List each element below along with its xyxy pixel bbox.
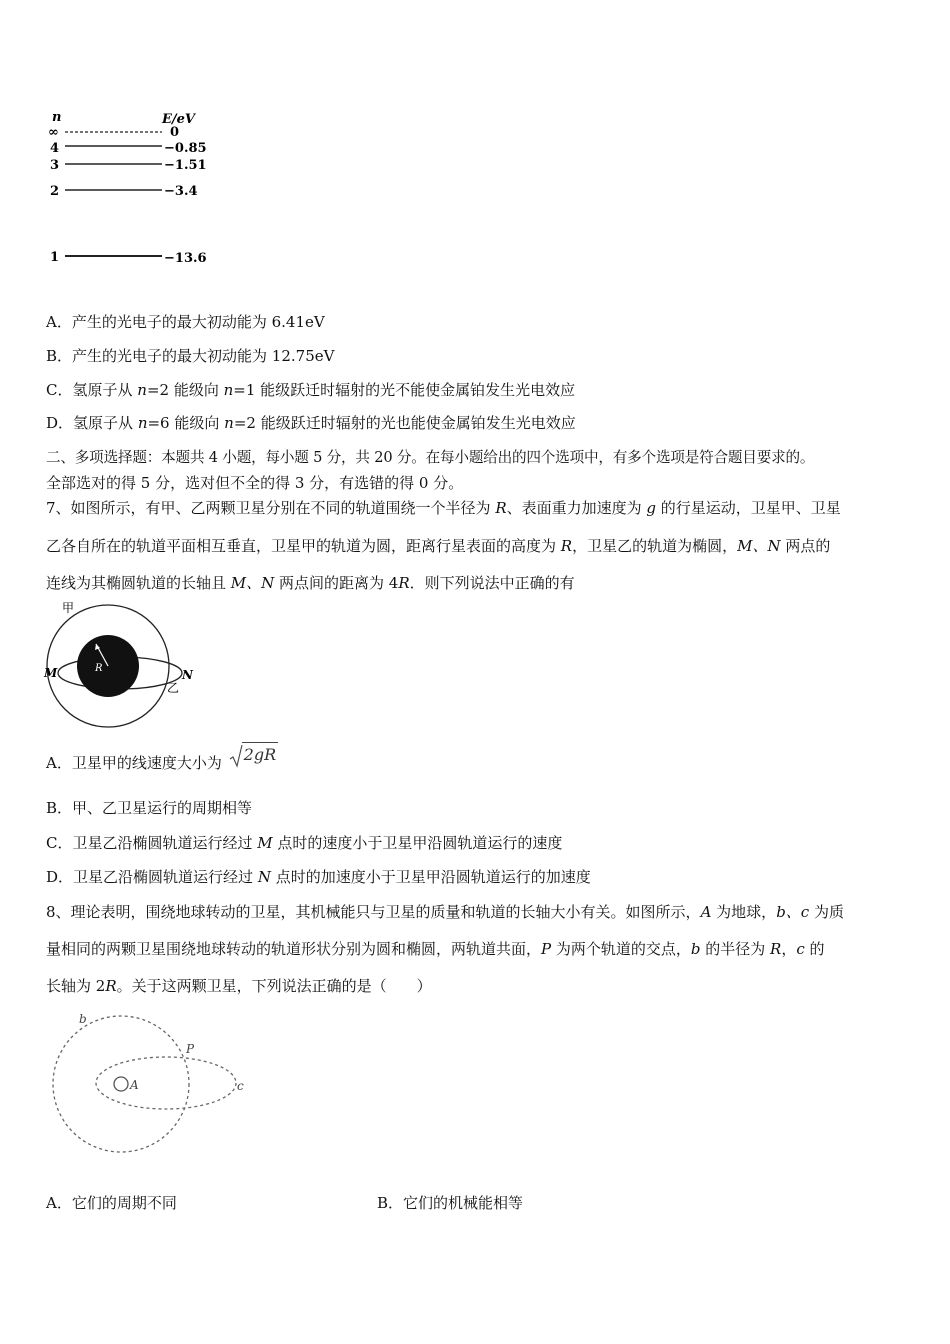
option-text: 卫星乙沿椭圆轨道运行经过: [72, 834, 258, 852]
label-c: c: [237, 1079, 244, 1093]
var-n: n: [137, 381, 147, 399]
energy-level-3: [50, 158, 207, 173]
option-letter: D．: [46, 868, 74, 886]
q7-option-c: [46, 833, 562, 853]
option-letter: C．: [46, 381, 73, 399]
var-r: R: [105, 977, 117, 995]
stem-text: 8、理论表明，围绕地球转动的卫星，其机械能只与卫星的质量和轨道的长轴大小有关。如图所示，: [46, 903, 701, 921]
stem-text: 的行星运动，卫星甲、卫星: [656, 499, 841, 517]
level-n-label: 4: [50, 141, 60, 156]
option-text: 甲、乙卫星运行的周期相等: [72, 799, 253, 817]
orbit-c: [96, 1057, 236, 1109]
stem-text: 量相同的两颗卫星围绕地球转动的轨道形状分别为圆和椭圆，两轨道共面，: [46, 940, 542, 958]
q6-option-c: [46, 380, 575, 400]
stem-text: ，卫星乙的轨道为椭圆，: [572, 537, 738, 555]
q7-stem-line3: [46, 573, 575, 593]
stem-text: 的: [804, 940, 825, 958]
stem-text: ．则下列说法中正确的有: [409, 574, 575, 592]
stem-text: 两点的: [780, 537, 831, 555]
option-text: =1 能级跃迁时辐射的光不能使金属铂发生光电效应: [233, 381, 576, 399]
var-r: R: [770, 940, 782, 958]
q7-option-a: [46, 745, 278, 775]
var-mn: M、N: [737, 537, 781, 555]
label-A: A: [130, 1078, 139, 1092]
option-text: 氢原子从: [72, 381, 138, 399]
var-bc: b、c: [776, 903, 810, 921]
var-n: n: [223, 381, 234, 399]
stem-text: 为质: [809, 903, 844, 921]
stem-text: 为两个轨道的交点，: [551, 940, 691, 958]
label-P: P: [186, 1042, 195, 1056]
option-letter: A．: [46, 1194, 72, 1212]
sqrt-sign-icon: [229, 744, 243, 768]
section-2-subheader: 全部选对的得 5 分，选对但不全的得 3 分，有选错的得 0 分。: [46, 474, 464, 492]
option-text: 它们的周期不同: [71, 1194, 177, 1212]
stem-text: 、表面重力加速度为: [506, 499, 647, 517]
option-text: 卫星乙沿椭圆轨道运行经过: [73, 868, 258, 886]
option-letter: D．: [46, 414, 74, 432]
q8-orbit-figure: [45, 1008, 265, 1158]
option-letter: B．: [46, 799, 73, 817]
stem-text: 的半径为: [700, 940, 771, 958]
var-r: R: [398, 574, 410, 592]
level-energy-label: −3.4: [164, 184, 198, 199]
q8-option-a: [46, 1193, 177, 1213]
level-energy-label: −1.51: [164, 158, 207, 173]
var-n: n: [224, 414, 234, 432]
stem-text: 为地球，: [711, 903, 777, 921]
option-letter: B．: [46, 347, 73, 365]
option-text: 它们的机械能相等: [403, 1194, 524, 1212]
label-M: M: [44, 666, 58, 680]
label-yi: 乙: [167, 681, 180, 695]
sqrt-expression: [229, 742, 278, 767]
orbit-b: [53, 1016, 189, 1152]
stem-text: 乙各自所在的轨道平面相互垂直，卫星甲的轨道为圆，距离行星表面的高度为: [46, 537, 561, 555]
radius-label: R: [95, 663, 103, 674]
label-jia: 甲: [62, 601, 75, 615]
q8-option-b: [377, 1193, 523, 1213]
stem-text: 连线为其椭圆轨道的长轴且: [46, 574, 231, 592]
stem-text: ，: [781, 940, 797, 958]
var-n: N: [257, 868, 271, 886]
q8-stem-line1: [46, 902, 844, 922]
option-text: 卫星甲的线速度大小为: [71, 754, 222, 772]
var-mn: M、N: [230, 574, 275, 592]
option-letter: C．: [46, 834, 73, 852]
energy-level-4: [50, 141, 207, 156]
earth-A: [114, 1077, 128, 1091]
energy-axis-label: E/eV: [162, 112, 196, 127]
var-b: b: [690, 940, 701, 958]
level-n-label: ∞: [48, 125, 59, 140]
sqrt-radicand: 2gR: [242, 742, 278, 767]
q7-stem-line1: [46, 498, 841, 518]
level-n-label: 2: [50, 184, 60, 199]
var-g: g: [646, 499, 657, 517]
stem-text: 7、如图所示，有甲、乙两颗卫星分别在不同的轨道围绕一个半径为: [46, 499, 496, 517]
energy-level-1: [50, 250, 207, 266]
var-r: R: [560, 537, 573, 555]
energy-level-2: [50, 184, 198, 199]
var-p: P: [541, 940, 552, 958]
level-energy-label: −13.6: [164, 251, 207, 266]
level-energy-label: −0.85: [164, 141, 207, 156]
option-letter: B．: [377, 1194, 404, 1212]
q6-option-a: [46, 312, 325, 332]
option-text: 点时的速度小于卫星甲沿圆轨道运行的速度: [272, 834, 563, 852]
q7-option-b: [46, 798, 252, 818]
level-energy-label: 0: [170, 125, 180, 140]
energy-level-infinity: [48, 125, 179, 140]
stem-text: 。关于这两颗卫星，下列说法正确的是（ ）: [116, 977, 432, 995]
level-n-label: 3: [50, 158, 60, 173]
q6-option-b: [46, 346, 334, 366]
stem-text: 长轴为 2: [46, 977, 106, 995]
q8-stem-line3: [46, 976, 432, 996]
option-text: 产生的光电子的最大初动能为 6.41eV: [71, 313, 325, 331]
label-N: N: [182, 668, 193, 682]
option-text: =2 能级向: [146, 381, 224, 399]
option-text: 氢原子从: [73, 414, 138, 432]
q7-option-d: [46, 867, 591, 887]
var-m: M: [257, 834, 273, 852]
level-n-label: 1: [50, 250, 60, 265]
n-axis-label: n: [52, 110, 62, 125]
q8-stem-line2: [46, 939, 825, 959]
var-a: A: [700, 903, 712, 921]
label-b: b: [79, 1012, 87, 1026]
stem-text: 两点间的距离为 4: [274, 574, 399, 592]
q7-stem-line2: [46, 536, 830, 556]
energy-level-diagram: [40, 105, 230, 275]
var-c: c: [796, 940, 805, 958]
var-n: n: [137, 414, 148, 432]
q7-orbit-figure: [40, 598, 200, 728]
var-r: R: [495, 499, 507, 517]
q6-option-d: [46, 413, 576, 433]
option-text: =2 能级跃迁时辐射的光也能使金属铂发生光电效应: [233, 414, 576, 432]
option-letter: A．: [46, 754, 72, 772]
section-2-header: 二、多项选择题：本题共 4 小题，每小题 5 分，共 20 分。在每小题给出的四个选项中，有多个选项是符合题目要求的。: [46, 449, 815, 466]
option-text: 点时的加速度小于卫星甲沿圆轨道运行的加速度: [270, 868, 591, 886]
option-text: 产生的光电子的最大初动能为 12.75eV: [72, 347, 335, 365]
option-text: =6 能级向: [147, 414, 225, 432]
option-letter: A．: [46, 313, 72, 331]
